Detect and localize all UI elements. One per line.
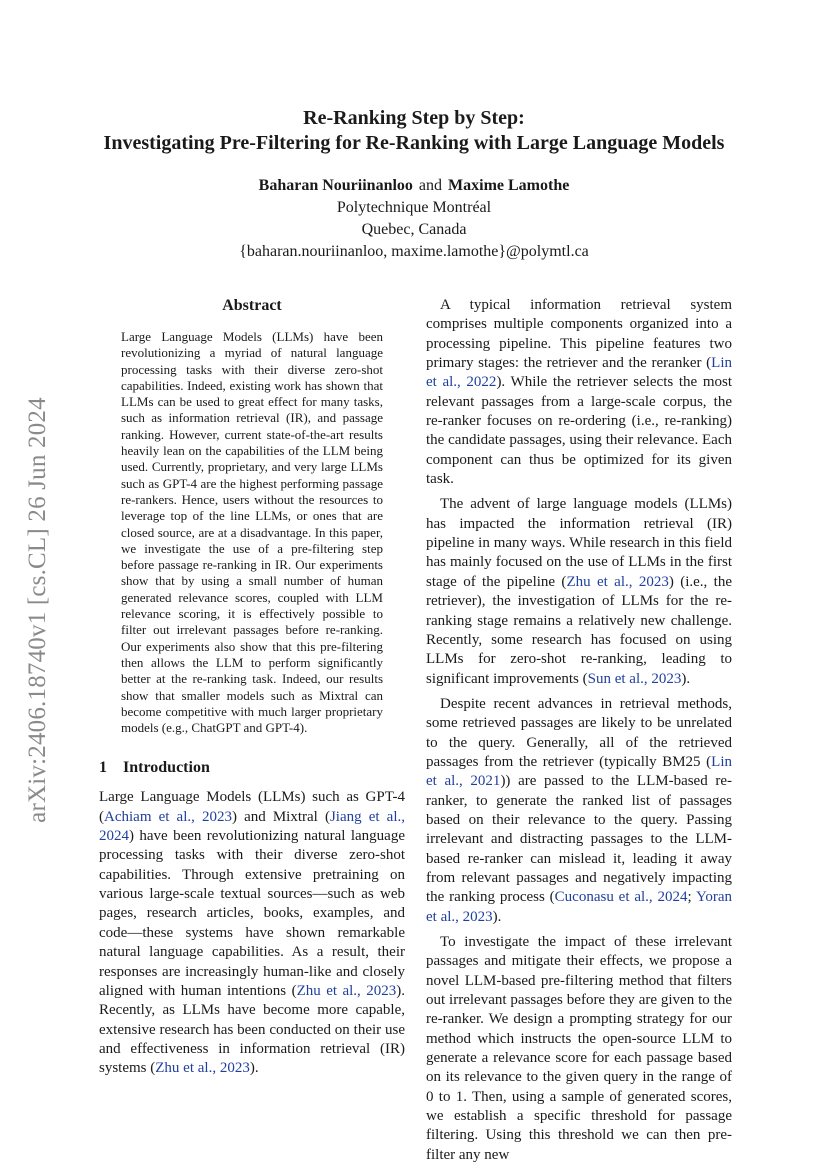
citation-link[interactable]: Lin et al., 2021 [426,753,732,790]
text-span: ; [687,889,696,906]
citation-link[interactable]: Yoran et al., 2023 [426,889,732,925]
author-1: Baharan Nouriinanloo [258,177,413,194]
paper-title [60,106,768,156]
title-line-2: Investigating Pre-Filtering for Re-Ranking with Large Language Models [103,132,725,154]
text-span: ) (i.e., the retriever), the investigation of LLMs for the re-ranking stage remains a relatively new challenge. Recently, some research has focused on using LLMs for zero-shot re-ranking, leading to significant improvements ( [426,573,732,687]
section-title: Introduction [123,759,210,777]
text-span: )) are passed to the LLM-based re-ranker, to generate the ranked list of passages based on their relevance to the query. Passing irrelevant and distracting passages to the LLM-based re-ranker can mislead it, leading it away from relevant passages and negatively impacting the ranking process ( [426,773,732,906]
arxiv-identifier-text: arXiv:2406.18740v1 [cs.CL] 26 Jun 2024 [24,397,51,823]
affiliation: Polytechnique Montréal [336,199,492,216]
text-span: ). [249,1060,259,1077]
section-number: 1 [99,759,107,777]
text-span: ). Recently, as LLMs have become more capable, extensive research has been conducted on their use and effectiveness in information retrieval (IR) systems ( [99,982,405,1077]
text-span: Large Language Models (LLMs) such as GPT-4 ( [99,789,405,825]
text-span: ) have been revolutionizing natural language processing tasks with their diverse zero-shot capabilities. Through extensive pretraining on various large-scale textual sources—such as web pages, research articles, books, examples, and code—these systems have shown remarkable natural language capabilities. As a result, their responses are increasingly human-like and closely aligned with human intentions ( [99,828,405,999]
right-column [426,296,732,1165]
intro-paragraph-1 [99,788,405,1078]
title-line-1: Re-Ranking Step by Step: [303,107,525,129]
abstract-body: Large Language Models (LLMs) have been revolutionizing a myriad of natural language processing tasks with their diverse zero-shot capabilities. Indeed, existing work has shown that LLMs can be used to great effect for many tasks, such as information retrieval (IR), and passage ranking. However, current state-of-the-art results heavily lean on the capabilities of the LLM being used. Currently, proprietary, and very large LLMs such as GPT-4 are the highest performing passage re-rankers. Hence, users without the resources to leverage top of the line LLMs, or ones that are closed source, are at a disadvantage. In this paper, we investigate the use of a pre-filtering step before passage re-ranking in IR. Our experiments show that by using a small number of human generated relevance scores, coupled with LLM relevance scoring, it is effectively possible to filter out irrelevant passages before re-ranking. Our experiments also show that this pre-filtering then allows the LLM to perform significantly better at the re-ranking task. Indeed, our results show that smaller models such as Mixtral can become competitive with much larger proprietary models (e.g., ChatGPT and GPT-4). [121,329,383,736]
paragraph-ir-pipeline [426,296,732,489]
left-column [99,296,405,1079]
citation-link[interactable]: Zhu et al., 2023 [296,982,397,999]
citation-link[interactable]: Achiam et al., 2023 [104,808,232,825]
text-span: ). [492,908,502,925]
citation-link[interactable]: Jiang et al., 2024 [99,808,405,845]
author-block [60,175,768,263]
location: Quebec, Canada [361,221,467,238]
text-span: The advent of large language models (LLMs) has impacted the information retrieval (IR) pipeline in many ways. While research in this field has mainly focused on the use of LLMs in the first stage of the pipeline ( [426,496,732,590]
paragraph-llm-advent [426,495,732,688]
citation-link[interactable]: Lin et al., 2022 [426,355,732,391]
paragraph-proposed-method [426,933,732,1165]
citation-link[interactable]: Sun et al., 2023 [587,670,682,687]
text-span: To investigate the impact of these irrelevant passages and mitigate their effects, we propose a novel LLM-based pre-filtering method that filters out irrelevant passages before they are given to the re-ranker. We design a prompting strategy for our method which instructs the open-source LLM to generate a relevance score for each passage based on its relevance to the given query in the range of 0 to 1. Then, using a sample of generated scores, we establish a specific threshold for passage filtering. Using this threshold we can then pre-filter any new [426,934,732,1163]
author-names [60,175,768,197]
citation-link[interactable]: Zhu et al., 2023 [155,1060,250,1077]
citation-link[interactable]: Zhu et al., 2023 [566,573,669,590]
author-2: Maxime Lamothe [448,177,570,194]
citation-link[interactable]: Cuconasu et al., 2024 [554,889,688,906]
text-span: ). [681,670,691,687]
abstract-heading: Abstract [222,297,282,314]
paragraph-irrelevant-passages [426,695,732,927]
text-span: A typical information retrieval system comprises multiple components organized into a processing pipeline. This pipeline features two primary stages: the retriever and the reranker ( [426,297,732,372]
author-conjunction: and [418,177,443,194]
author-emails: {baharan.nouriinanloo, maxime.lamothe}@polymtl.ca [239,243,589,260]
text-span: ) and Mixtral ( [231,808,330,825]
section-heading-introduction [99,758,405,778]
arxiv-identifier [12,372,64,848]
text-span: Despite recent advances in retrieval methods, some retrieved passages are likely to be unrelated to the query. Generally, all of the retrieved passages from the retriever (typically BM25 ( [426,695,732,770]
text-span: ). While the retriever selects the most relevant passages from a large-scale corpus, the re-ranker focuses on re-ordering (i.e., re-ranking) the candidate passages, using their relevance. Each component can thus be optimized for its given task. [426,374,732,488]
